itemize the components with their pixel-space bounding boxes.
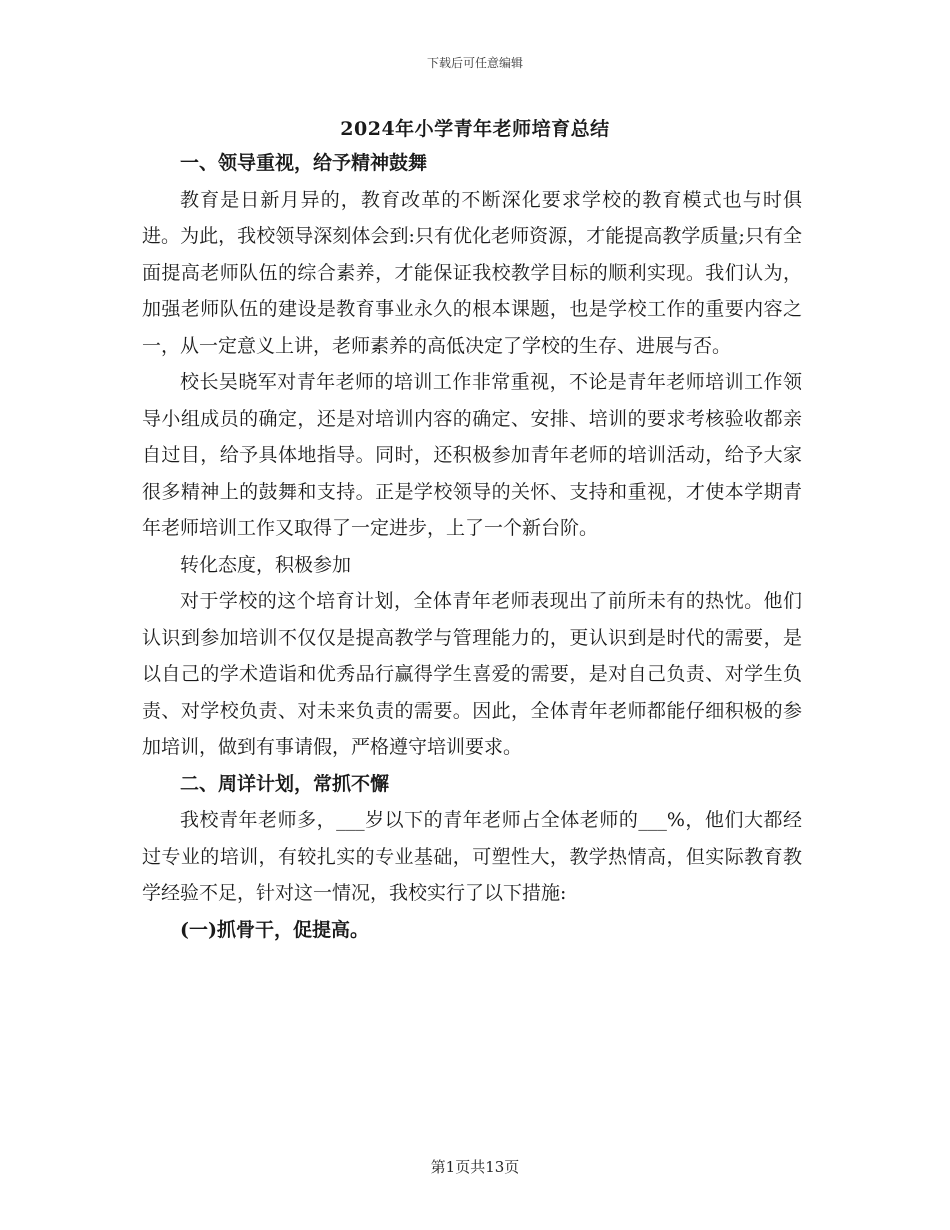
section-1-subheading: 转化态度，积极参加 [180,553,352,576]
section-2-subheading: (一)抓骨干，促提高。 [180,918,369,941]
document-title: 2024年小学青年老师培育总结 [340,118,610,140]
section-1-paragraph-2: 校长吴晓军对青年老师的培训工作非常重视，不论是青年老师培训工作领导小组成员的确定，还是对培训内容的确定、安排、培训的要求考核验收都亲自过目，给予具体地指导。同时，还积极参加青年老师的培训活动，给予大家很多精神上的鼓舞和支持。正是学校领导的关怀、支持和重视，才使本学期青年老师培训工作又取得了一定进步，上了一个新台阶。 [142,371,802,539]
section-1-heading: 一、领导重视，给予精神鼓舞 [180,152,428,174]
section-1-paragraph-3: 对于学校的这个培育计划，全体青年老师表现出了前所未有的热忱。他们认识到参加培训不仅仅是提高教学与管理能力的，更认识到是时代的需要，是以自己的学术造诣和优秀品行赢得学生喜爱的需要，是对自己负责、对学生负责、对学校负责、对未来负责的需要。因此，全体青年老师都能仔细积极的参加培训，做到有事请假，严格遵守培训要求。 [142,590,802,758]
section-2-heading: 二、周详计划，常抓不懈 [180,772,390,795]
document-body [142,145,802,948]
header-note: 下载后可任意编辑 [426,56,523,70]
section-2-paragraph-1: 我校青年老师多，___岁以下的青年老师占全体老师的___%，他们大都经过专业的培训，有较扎实的专业基础，可塑性大，教学热情高，但实际教育教学经验不足，针对这一情况，我校实行了以下措施: [142,809,802,904]
section-1-paragraph-1: 教育是日新月异的，教育改革的不断深化要求学校的教育模式也与时俱进。为此，我校领导深刻体会到:只有优化老师资源，才能提高教学质量;只有全面提高老师队伍的综合素养，才能保证我校教学目标的顺利实现。我们认为，加强老师队伍的建设是教育事业永久的根本课题，也是学校工作的重要内容之一，从一定意义上讲，老师素养的高低决定了学校的生存、进展与否。 [142,188,802,357]
page-footer: 第1页共13页 [430,1158,520,1176]
